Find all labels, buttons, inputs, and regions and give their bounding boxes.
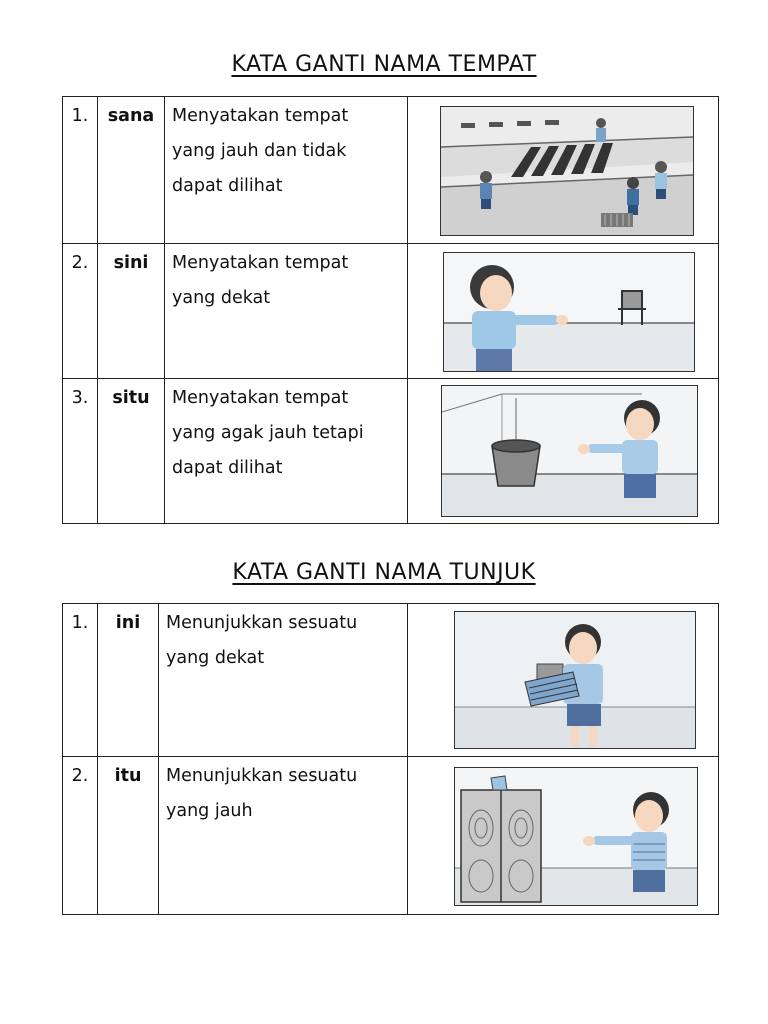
tempat-table (62, 96, 719, 524)
description (165, 97, 408, 244)
pronoun-word: sana (98, 97, 165, 244)
description-line: yang dekat (172, 288, 271, 308)
table-row (63, 244, 719, 379)
description (159, 604, 408, 757)
description-line: yang dekat (166, 648, 265, 668)
description-line: yang jauh dan tidak (172, 141, 347, 161)
table-row (63, 379, 719, 524)
picture-cell (408, 604, 719, 757)
section-title-text: KATA GANTI NAMA TUNJUK (232, 560, 536, 585)
description-line: dapat dilihat (172, 176, 283, 196)
table-row (63, 97, 719, 244)
pronoun-word: situ (98, 379, 165, 524)
picture-cell (408, 97, 719, 244)
description-line: Menyatakan tempat (172, 253, 349, 273)
description (165, 379, 408, 524)
description-line: Menunjukkan sesuatu (166, 766, 358, 786)
tunjuk-table (62, 603, 719, 915)
pronoun-word: sini (98, 244, 165, 379)
row-number: 1. (63, 604, 98, 757)
girl-pointing-illustration (443, 252, 695, 372)
description-line: dapat dilihat (172, 458, 283, 478)
pronoun-word: ini (98, 604, 159, 757)
picture-cell (408, 757, 719, 915)
table-row (63, 604, 719, 757)
description (159, 757, 408, 915)
row-number: 3. (63, 379, 98, 524)
boy-pointing-cabinet-illustration (454, 767, 698, 906)
section-title-text: KATA GANTI NAMA TEMPAT (231, 52, 537, 77)
table-row (63, 757, 719, 915)
description-line: yang agak jauh tetapi (172, 423, 364, 443)
description-line: Menunjukkan sesuatu (166, 613, 358, 633)
row-number: 1. (63, 97, 98, 244)
row-number: 2. (63, 244, 98, 379)
pronoun-word: itu (98, 757, 159, 915)
boy-holding-books-illustration (454, 611, 696, 749)
crosswalk-illustration (440, 106, 694, 236)
description-line: Menyatakan tempat (172, 388, 349, 408)
picture-cell (408, 379, 719, 524)
boy-pointing-bin-illustration (441, 385, 698, 517)
row-number: 2. (63, 757, 98, 915)
section-title-tempat (0, 52, 768, 77)
description (165, 244, 408, 379)
description-line: yang jauh (166, 801, 253, 821)
picture-cell (408, 244, 719, 379)
description-line: Menyatakan tempat (172, 106, 349, 126)
section-title-tunjuk (0, 560, 768, 585)
